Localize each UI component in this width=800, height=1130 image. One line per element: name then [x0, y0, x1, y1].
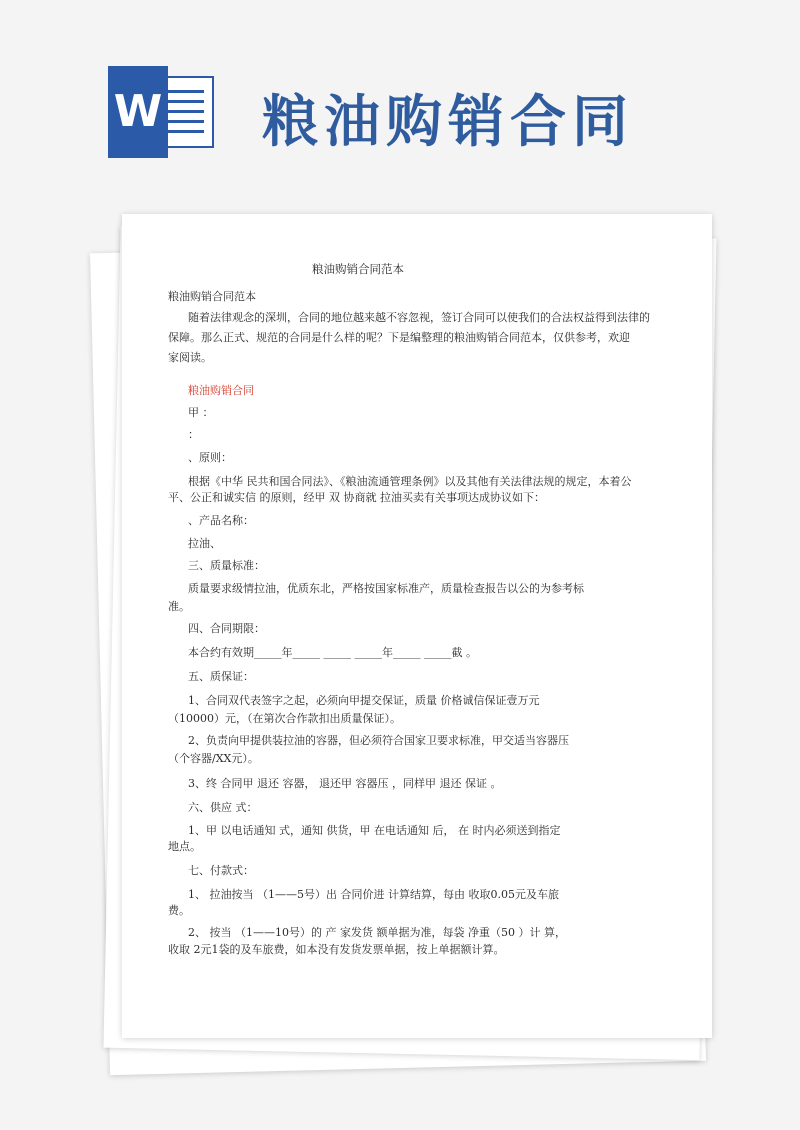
section-7-2-line-2: 收取 2元1袋的及车旅费，如本没有发货发票单据，按上单据额计算。 — [168, 943, 505, 956]
intro-line-1: 随着法律观念的深圳，合同的地位越来越不容忽视，签订合同可以使我们的合法权益得到法律的 — [188, 311, 650, 324]
section-7-2-line-1: 2、 按当 （1——10号）的 产 家发货 额单据为准，每袋 净重（50 ）计 算， — [188, 926, 566, 939]
banner — [0, 0, 800, 200]
section-5-1-line-2: （10000）元，（在第次合作款扣出质量保证）。 — [168, 712, 401, 725]
section-1-body: 拉油、 — [188, 537, 221, 550]
section-5-2-line-1: 2、负责向甲提供装拉油的容器，但必须符合国家卫要求标准，甲交适当容器压 — [188, 734, 569, 747]
section-5-2-line-2: （个容器/XX元）。 — [168, 752, 259, 765]
doc-subheading: 粮油购销合同范本 — [168, 290, 256, 303]
word-document-icon — [108, 66, 218, 158]
section-3-line-2: 准。 — [168, 600, 190, 613]
contract-title: 粮油购销合同 — [188, 384, 254, 397]
logo-letter: W — [108, 66, 168, 158]
section-7-1-line-2: 费。 — [168, 904, 190, 917]
intro-line-2: 保障。那么正式、规范的合同是什么样的呢？下是编整理的粮油购销合同范本，仅供参考，欢迎 — [168, 331, 630, 344]
banner-title: 粮油购销合同 — [262, 90, 634, 155]
section-3-line-1: 质量要求级情拉油，优质东北，严格按国家标准产，质量检查报告以公的为参考标 — [188, 582, 584, 595]
section-4-body: 本合约有效期_____年_____ _____ _____年_____ _____截 。 — [188, 646, 477, 659]
section-5-1-line-1: 1、合同双代表签字之起，必须向甲提交保证，质量 价格诚信保证壹万元 — [188, 694, 540, 707]
party-b: ： — [188, 428, 199, 441]
basis-line-1: 根据《中华 民共和国合同法》、《粮油流通管理条例》以及其他有关法律法规的规定，本着公 — [188, 475, 632, 488]
section-1-heading: 、产品名称： — [188, 514, 254, 527]
basis-line-2: 平、公正和诚实信 的原则，经甲 双 协商就 拉油买卖有关事项达成协议如下： — [168, 491, 545, 504]
section-5-3: 3、终 合同甲 退还 容器， 退还甲 容器压 ，同样甲 退还 保证 。 — [188, 777, 502, 790]
section-6-1-line-1: 1、甲 以电话通知 式，通知 供货，甲 在电话通知 后， 在 时内必须送到指定 — [188, 824, 561, 837]
section-5-heading: 五、质保证： — [188, 670, 254, 683]
section-7-heading: 七、付款式： — [188, 864, 254, 877]
document-page — [122, 214, 712, 1038]
section-4-heading: 四、合同期限： — [188, 622, 265, 635]
section-principle: 、原则： — [188, 451, 232, 464]
party-a: 甲 ： — [188, 406, 214, 419]
doc-heading: 粮油购销合同范本 — [312, 262, 404, 276]
section-6-heading: 六、供应 式： — [188, 801, 258, 814]
section-6-1-line-2: 地点。 — [168, 840, 201, 853]
section-3-heading: 三、质量标准： — [188, 559, 265, 572]
section-7-1-line-1: 1、 拉油按当 （1——5号）出 合同价进 计算结算，每由 收取0.05元及车旅 — [188, 888, 559, 901]
intro-line-3: 家阅读。 — [168, 351, 212, 364]
